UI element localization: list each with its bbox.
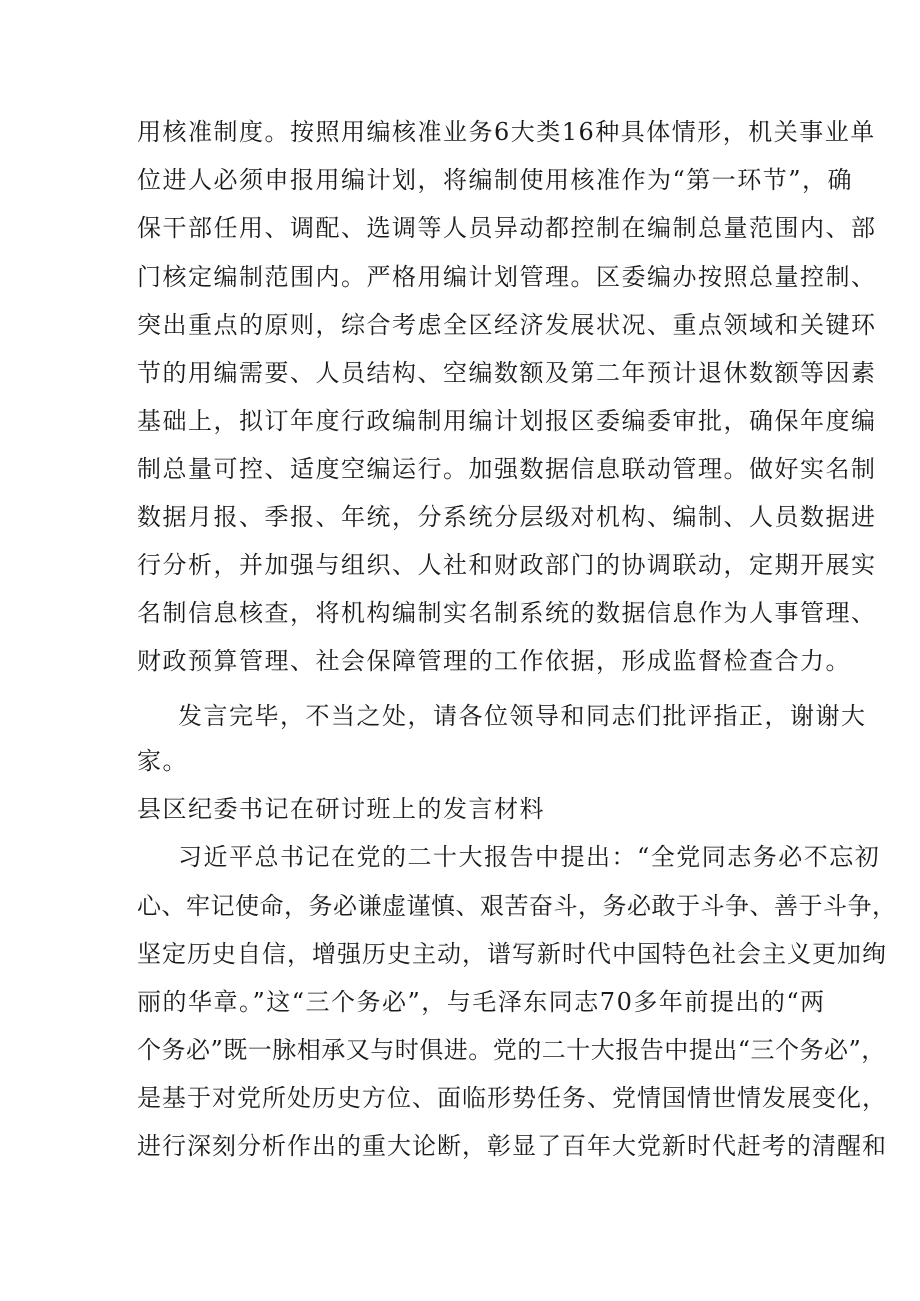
body-text-line: 习近平总书记在党的二十大报告中提出：“全党同志务必不忘初 <box>178 843 881 871</box>
body-text-line: 是基于对党所处历史方位、面临形势任务、党情国情世情发展变化， <box>137 1084 887 1112</box>
body-text-line: 保干部任用、调配、选调等人员异动都控制在编制总量范围内、部 <box>137 214 877 242</box>
section-heading: 县区纪委书记在研讨班上的发言材料 <box>137 795 545 823</box>
body-text-line: 突出重点的原则，综合考虑全区经济发展状况、重点领域和关键环 <box>137 311 877 339</box>
body-text-line: 门核定编制范围内。严格用编计划管理。区委编办按照总量控制、 <box>137 263 877 291</box>
body-text-line: 数据月报、季报、年统，分系统分层级对机构、编制、人员数据进 <box>137 503 877 531</box>
body-text-line: 进行深刻分析作出的重大论断，彰显了百年大党新时代赶考的清醒和 <box>137 1132 887 1160</box>
body-text-line: 财政预算管理、社会保障管理的工作依据，形成监督检查合力。 <box>137 647 851 675</box>
body-text-line: 制总量可控、适度空编运行。加强数据信息联动管理。做好实名制 <box>137 455 877 483</box>
body-text-line: 节的用编需要、人员结构、空编数额及第二年预计退休数额等因素 <box>137 359 877 387</box>
body-text-line: 行分析，并加强与组织、人社和财政部门的协调联动，定期开展实 <box>137 551 877 579</box>
body-text-line: 名制信息核查，将机构编制实名制系统的数据信息作为人事管理、 <box>137 599 877 627</box>
body-text-line: 个务必”既一脉相承又与时俱进。党的二十大报告中提出“三个务必”， <box>137 1036 886 1064</box>
body-text-line: 基础上，拟订年度行政编制用编计划报区委编委审批，确保年度编 <box>137 407 877 435</box>
body-text-line: 丽的华章。”这“三个务必”，与毛泽东同志70多年前提出的“两 <box>137 988 826 1016</box>
closing-remark-line: 发言完毕，不当之处，请各位领导和同志们批评指正，谢谢大 <box>178 702 867 730</box>
body-text-line: 用核准制度。按照用编核准业务6大类16种具体情形，机关事业单 <box>137 118 876 146</box>
closing-remark-line: 家。 <box>137 747 188 775</box>
body-text-line: 坚定历史自信，增强历史主动，谱写新时代中国特色社会主义更加绚 <box>137 940 887 968</box>
body-text-line: 位进人必须申报用编计划，将编制使用核准作为“第一环节”，确 <box>137 166 854 194</box>
body-text-line: 心、牢记使命，务必谦虚谨慎、艰苦奋斗，务必敢于斗争、善于斗争， <box>137 892 897 920</box>
